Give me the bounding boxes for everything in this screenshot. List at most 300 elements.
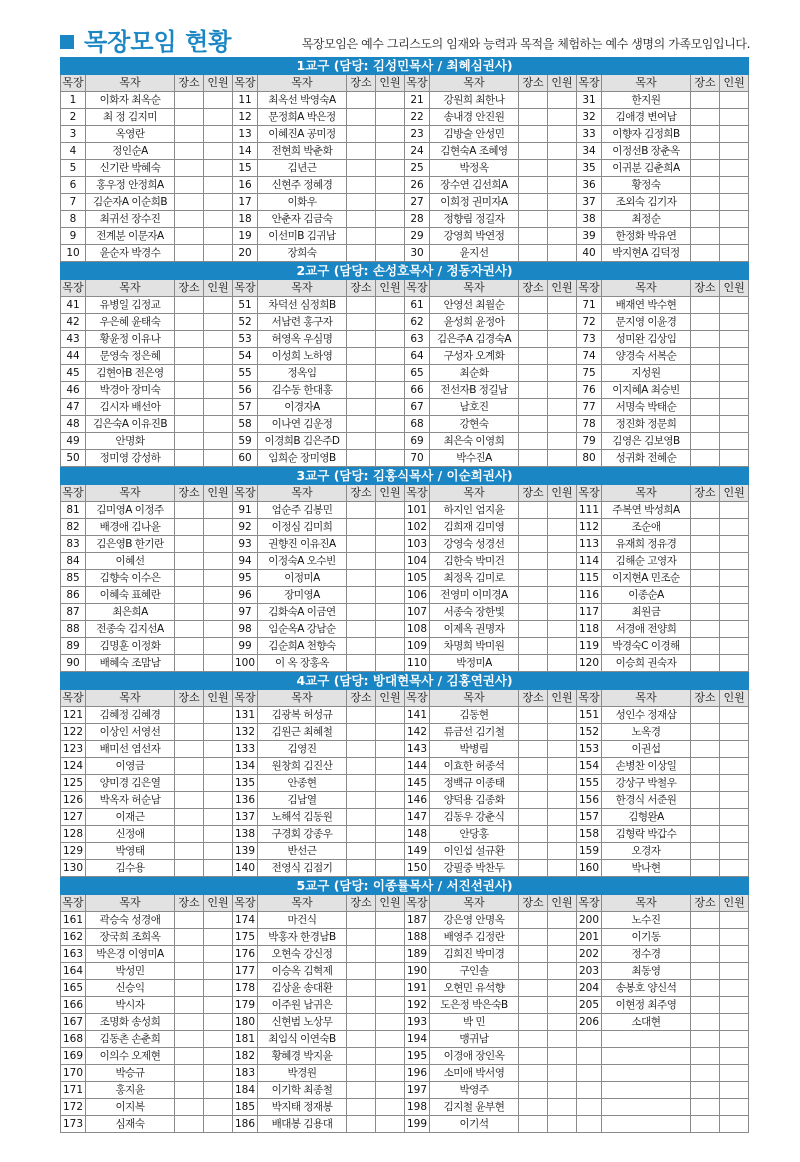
leader-names: 오현민 유석향 bbox=[430, 980, 519, 997]
column-header: 인원 bbox=[548, 280, 577, 297]
count-cell bbox=[204, 775, 233, 792]
group-number: 68 bbox=[405, 416, 430, 433]
group-number: 154 bbox=[577, 758, 602, 775]
place-cell bbox=[347, 724, 376, 741]
place-cell bbox=[347, 126, 376, 143]
leader-names: 한경식 서준원 bbox=[602, 792, 691, 809]
count-cell bbox=[548, 348, 577, 365]
leader-names: 김상윤 송대환 bbox=[258, 980, 347, 997]
leader-names: 김현아B 전은영 bbox=[86, 365, 175, 382]
count-cell bbox=[204, 399, 233, 416]
count-cell bbox=[376, 314, 405, 331]
group-number: 12 bbox=[233, 109, 258, 126]
group-number: 122 bbox=[61, 724, 86, 741]
count-cell bbox=[548, 1031, 577, 1048]
place-cell bbox=[175, 570, 204, 587]
count-cell bbox=[376, 655, 405, 672]
count-cell bbox=[204, 348, 233, 365]
group-number: 162 bbox=[61, 929, 86, 946]
group-number: 184 bbox=[233, 1082, 258, 1099]
leader-names: 이성희 노하영 bbox=[258, 348, 347, 365]
count-cell bbox=[204, 331, 233, 348]
place-cell bbox=[691, 724, 720, 741]
count-cell bbox=[720, 1082, 749, 1099]
group-number: 161 bbox=[61, 912, 86, 929]
count-cell bbox=[720, 143, 749, 160]
table-row bbox=[61, 126, 749, 143]
group-number: 31 bbox=[577, 92, 602, 109]
group-number: 83 bbox=[61, 536, 86, 553]
leader-names: 김현숙A 조혜영 bbox=[430, 143, 519, 160]
column-header: 목자 bbox=[258, 690, 347, 707]
column-header: 장소 bbox=[175, 690, 204, 707]
group-number: 151 bbox=[577, 707, 602, 724]
place-cell bbox=[175, 502, 204, 519]
leader-names: 홍우정 안정희A bbox=[86, 177, 175, 194]
leader-names: 박 민 bbox=[430, 1014, 519, 1031]
count-cell bbox=[204, 655, 233, 672]
count-cell bbox=[720, 228, 749, 245]
column-header: 목자 bbox=[602, 75, 691, 92]
count-cell bbox=[376, 963, 405, 980]
place-cell bbox=[691, 826, 720, 843]
place-cell bbox=[347, 587, 376, 604]
table-row bbox=[61, 194, 749, 211]
count-cell bbox=[376, 126, 405, 143]
group-number: 94 bbox=[233, 553, 258, 570]
leader-names: 장수연 김선희A bbox=[430, 177, 519, 194]
count-cell bbox=[204, 587, 233, 604]
group-number: 33 bbox=[577, 126, 602, 143]
count-cell bbox=[204, 1065, 233, 1082]
leader-names: 장국희 조희옥 bbox=[86, 929, 175, 946]
place-cell bbox=[347, 758, 376, 775]
leader-names: 구성자 오계화 bbox=[430, 348, 519, 365]
count-cell bbox=[548, 536, 577, 553]
column-header: 목자 bbox=[430, 75, 519, 92]
count-cell bbox=[376, 758, 405, 775]
group-number: 29 bbox=[405, 228, 430, 245]
count-cell bbox=[548, 963, 577, 980]
place-cell bbox=[519, 382, 548, 399]
leader-names: 안명화 bbox=[86, 433, 175, 450]
column-header: 인원 bbox=[548, 485, 577, 502]
group-number: 95 bbox=[233, 570, 258, 587]
group-number: 143 bbox=[405, 741, 430, 758]
table-row bbox=[61, 92, 749, 109]
leader-names: 김동현 bbox=[430, 707, 519, 724]
count-cell bbox=[720, 741, 749, 758]
district-banner bbox=[61, 58, 749, 75]
count-cell bbox=[376, 1014, 405, 1031]
column-header: 목장 bbox=[61, 690, 86, 707]
place-cell bbox=[347, 912, 376, 929]
count-cell bbox=[204, 177, 233, 194]
place-cell bbox=[691, 1082, 720, 1099]
column-header-row bbox=[61, 75, 749, 92]
group-number: 30 bbox=[405, 245, 430, 262]
leader-names: 류금선 김기철 bbox=[430, 724, 519, 741]
group-number: 150 bbox=[405, 860, 430, 877]
leader-names: 김향숙 이수은 bbox=[86, 570, 175, 587]
count-cell bbox=[548, 860, 577, 877]
place-cell bbox=[175, 553, 204, 570]
column-header: 목장 bbox=[61, 75, 86, 92]
district-table bbox=[60, 57, 749, 262]
group-number: 48 bbox=[61, 416, 86, 433]
leader-names: 도은정 박은숙B bbox=[430, 997, 519, 1014]
place-cell bbox=[519, 638, 548, 655]
leader-names: 김희재 김미영 bbox=[430, 519, 519, 536]
leader-names: 배대봉 김용대 bbox=[258, 1116, 347, 1133]
leader-names: 강영숙 성경선 bbox=[430, 536, 519, 553]
count-cell bbox=[548, 177, 577, 194]
group-number: 72 bbox=[577, 314, 602, 331]
group-number bbox=[577, 1099, 602, 1116]
leader-names: 정인순A bbox=[86, 143, 175, 160]
place-cell bbox=[347, 314, 376, 331]
count-cell bbox=[376, 826, 405, 843]
column-header: 인원 bbox=[720, 485, 749, 502]
place-cell bbox=[347, 143, 376, 160]
column-header: 인원 bbox=[204, 485, 233, 502]
place-cell bbox=[347, 348, 376, 365]
column-header: 목장 bbox=[233, 895, 258, 912]
table-row bbox=[61, 707, 749, 724]
place-cell bbox=[347, 228, 376, 245]
group-number: 44 bbox=[61, 348, 86, 365]
group-number: 99 bbox=[233, 638, 258, 655]
place-cell bbox=[691, 228, 720, 245]
place-cell bbox=[691, 143, 720, 160]
leader-names: 김수용 bbox=[86, 860, 175, 877]
place-cell bbox=[519, 211, 548, 228]
place-cell bbox=[519, 331, 548, 348]
group-number: 179 bbox=[233, 997, 258, 1014]
group-number: 159 bbox=[577, 843, 602, 860]
group-number: 176 bbox=[233, 946, 258, 963]
count-cell bbox=[720, 450, 749, 467]
column-header: 목자 bbox=[86, 895, 175, 912]
count-cell bbox=[376, 228, 405, 245]
place-cell bbox=[175, 519, 204, 536]
group-number bbox=[577, 1031, 602, 1048]
group-number: 36 bbox=[577, 177, 602, 194]
count-cell bbox=[720, 587, 749, 604]
leader-names: 김영진 bbox=[258, 741, 347, 758]
group-number: 66 bbox=[405, 382, 430, 399]
group-number: 167 bbox=[61, 1014, 86, 1031]
place-cell bbox=[175, 587, 204, 604]
place-cell bbox=[175, 1031, 204, 1048]
group-number: 37 bbox=[577, 194, 602, 211]
leader-names bbox=[602, 1116, 691, 1133]
count-cell bbox=[720, 109, 749, 126]
leader-names: 유재희 정유경 bbox=[602, 536, 691, 553]
group-number: 93 bbox=[233, 536, 258, 553]
leader-names: 김해순 고영자 bbox=[602, 553, 691, 570]
count-cell bbox=[548, 399, 577, 416]
group-number: 25 bbox=[405, 160, 430, 177]
leader-names: 심재숙 bbox=[86, 1116, 175, 1133]
group-number: 27 bbox=[405, 194, 430, 211]
place-cell bbox=[519, 570, 548, 587]
leader-names: 이화우 bbox=[258, 194, 347, 211]
place-cell bbox=[519, 502, 548, 519]
group-number: 132 bbox=[233, 724, 258, 741]
leader-names: 김광복 허성규 bbox=[258, 707, 347, 724]
leader-names: 이정심 김미희 bbox=[258, 519, 347, 536]
group-number: 75 bbox=[577, 365, 602, 382]
place-cell bbox=[691, 519, 720, 536]
place-cell bbox=[347, 826, 376, 843]
leader-names: 이인섭 설규환 bbox=[430, 843, 519, 860]
group-number: 64 bbox=[405, 348, 430, 365]
group-number: 69 bbox=[405, 433, 430, 450]
place-cell bbox=[347, 502, 376, 519]
count-cell bbox=[376, 1082, 405, 1099]
count-cell bbox=[720, 536, 749, 553]
group-number: 74 bbox=[577, 348, 602, 365]
table-row bbox=[61, 1031, 749, 1048]
count-cell bbox=[548, 929, 577, 946]
place-cell bbox=[691, 109, 720, 126]
group-number: 203 bbox=[577, 963, 602, 980]
place-cell bbox=[347, 638, 376, 655]
leader-names: 이정선B 장춘옥 bbox=[602, 143, 691, 160]
district-banner bbox=[61, 263, 749, 280]
leader-names: 김은숙A 이유진B bbox=[86, 416, 175, 433]
group-number: 42 bbox=[61, 314, 86, 331]
leader-names: 최 정 김지미 bbox=[86, 109, 175, 126]
leader-names: 이화자 최옥순 bbox=[86, 92, 175, 109]
leader-names: 이선미B 김귀남 bbox=[258, 228, 347, 245]
column-header: 인원 bbox=[548, 690, 577, 707]
count-cell bbox=[548, 826, 577, 843]
count-cell bbox=[720, 570, 749, 587]
district-banner-text: 2교구 (담당: 손성호목사 / 정동자권사) bbox=[61, 263, 749, 280]
leader-names: 서종숙 장한빛 bbox=[430, 604, 519, 621]
column-header: 장소 bbox=[519, 280, 548, 297]
place-cell bbox=[691, 758, 720, 775]
count-cell bbox=[376, 331, 405, 348]
leader-names: 주복연 박성희A bbox=[602, 502, 691, 519]
table-row bbox=[61, 433, 749, 450]
place-cell bbox=[519, 826, 548, 843]
place-cell bbox=[691, 570, 720, 587]
place-cell bbox=[347, 707, 376, 724]
column-header: 목자 bbox=[602, 485, 691, 502]
group-number: 9 bbox=[61, 228, 86, 245]
leader-names: 배미선 염선자 bbox=[86, 741, 175, 758]
leader-names: 노수진 bbox=[602, 912, 691, 929]
count-cell bbox=[376, 1099, 405, 1116]
count-cell bbox=[204, 365, 233, 382]
leader-names: 이경희B 김은주D bbox=[258, 433, 347, 450]
count-cell bbox=[204, 314, 233, 331]
leader-names: 정진화 정문희 bbox=[602, 416, 691, 433]
place-cell bbox=[691, 92, 720, 109]
place-cell bbox=[175, 1116, 204, 1133]
count-cell bbox=[204, 724, 233, 741]
leader-names: 이기석 bbox=[430, 1116, 519, 1133]
count-cell bbox=[204, 929, 233, 946]
table-row bbox=[61, 587, 749, 604]
table-row bbox=[61, 826, 749, 843]
table-row bbox=[61, 109, 749, 126]
count-cell bbox=[548, 741, 577, 758]
count-cell bbox=[376, 297, 405, 314]
count-cell bbox=[720, 416, 749, 433]
place-cell bbox=[691, 655, 720, 672]
table-row bbox=[61, 929, 749, 946]
place-cell bbox=[519, 775, 548, 792]
group-number: 34 bbox=[577, 143, 602, 160]
group-number: 100 bbox=[233, 655, 258, 672]
place-cell bbox=[175, 809, 204, 826]
place-cell bbox=[691, 980, 720, 997]
count-cell bbox=[720, 245, 749, 262]
place-cell bbox=[347, 177, 376, 194]
column-header: 인원 bbox=[720, 690, 749, 707]
place-cell bbox=[519, 143, 548, 160]
count-cell bbox=[720, 331, 749, 348]
leader-names: 이경애 장인옥 bbox=[430, 1048, 519, 1065]
leader-names: 하지인 엄지윤 bbox=[430, 502, 519, 519]
place-cell bbox=[347, 450, 376, 467]
place-cell bbox=[519, 741, 548, 758]
group-number: 153 bbox=[577, 741, 602, 758]
count-cell bbox=[204, 553, 233, 570]
group-number: 67 bbox=[405, 399, 430, 416]
group-number: 193 bbox=[405, 1014, 430, 1031]
count-cell bbox=[548, 314, 577, 331]
place-cell bbox=[175, 382, 204, 399]
table-row bbox=[61, 843, 749, 860]
count-cell bbox=[720, 1031, 749, 1048]
count-cell bbox=[376, 912, 405, 929]
count-cell bbox=[720, 946, 749, 963]
leader-names: 홍지윤 bbox=[86, 1082, 175, 1099]
leader-names: 신정애 bbox=[86, 826, 175, 843]
count-cell bbox=[720, 758, 749, 775]
column-header: 인원 bbox=[720, 280, 749, 297]
place-cell bbox=[691, 211, 720, 228]
leader-names: 박정옥 bbox=[430, 160, 519, 177]
group-number: 97 bbox=[233, 604, 258, 621]
leader-names: 전영미 이미경A bbox=[430, 587, 519, 604]
leader-names: 김방술 안성민 bbox=[430, 126, 519, 143]
count-cell bbox=[720, 980, 749, 997]
place-cell bbox=[691, 946, 720, 963]
count-cell bbox=[376, 211, 405, 228]
leader-names: 이지현A 민조순 bbox=[602, 570, 691, 587]
leader-names: 문정희A 박은정 bbox=[258, 109, 347, 126]
table-row bbox=[61, 963, 749, 980]
group-number: 164 bbox=[61, 963, 86, 980]
leader-names: 강은영 안명옥 bbox=[430, 912, 519, 929]
place-cell bbox=[175, 314, 204, 331]
table-row bbox=[61, 775, 749, 792]
count-cell bbox=[548, 228, 577, 245]
group-number: 88 bbox=[61, 621, 86, 638]
column-header-row bbox=[61, 895, 749, 912]
column-header: 인원 bbox=[376, 75, 405, 92]
place-cell bbox=[175, 536, 204, 553]
district-banner bbox=[61, 468, 749, 485]
table-row bbox=[61, 519, 749, 536]
place-cell bbox=[347, 245, 376, 262]
leader-names: 서명숙 박태순 bbox=[602, 399, 691, 416]
count-cell bbox=[548, 792, 577, 809]
count-cell bbox=[720, 638, 749, 655]
group-number: 168 bbox=[61, 1031, 86, 1048]
count-cell bbox=[376, 450, 405, 467]
district-banner-text: 5교구 (담당: 이종률목사 / 서진선권사) bbox=[61, 878, 749, 895]
group-number: 112 bbox=[577, 519, 602, 536]
place-cell bbox=[519, 946, 548, 963]
leader-names: 배영주 김정란 bbox=[430, 929, 519, 946]
leader-names: 이정미A bbox=[258, 570, 347, 587]
group-number: 98 bbox=[233, 621, 258, 638]
place-cell bbox=[347, 331, 376, 348]
column-header: 장소 bbox=[347, 690, 376, 707]
place-cell bbox=[691, 331, 720, 348]
count-cell bbox=[204, 1014, 233, 1031]
table-row bbox=[61, 297, 749, 314]
leader-names: 이승옥 김혁제 bbox=[258, 963, 347, 980]
leader-names: 차덕선 심정희B bbox=[258, 297, 347, 314]
group-number: 178 bbox=[233, 980, 258, 997]
column-header: 목자 bbox=[86, 75, 175, 92]
group-number: 136 bbox=[233, 792, 258, 809]
column-header: 인원 bbox=[376, 485, 405, 502]
leader-names: 이혜숙 표혜란 bbox=[86, 587, 175, 604]
count-cell bbox=[204, 109, 233, 126]
column-header: 인원 bbox=[204, 895, 233, 912]
count-cell bbox=[548, 638, 577, 655]
leader-names: 이지복 bbox=[86, 1099, 175, 1116]
leader-names: 한지원 bbox=[602, 92, 691, 109]
leader-names: 이 옥 장홍옥 bbox=[258, 655, 347, 672]
place-cell bbox=[175, 416, 204, 433]
place-cell bbox=[691, 1014, 720, 1031]
leader-names: 오현숙 강신정 bbox=[258, 946, 347, 963]
column-header: 장소 bbox=[691, 895, 720, 912]
group-number: 185 bbox=[233, 1099, 258, 1116]
group-number: 175 bbox=[233, 929, 258, 946]
column-header: 장소 bbox=[175, 895, 204, 912]
leader-names: 박경원 bbox=[258, 1065, 347, 1082]
place-cell bbox=[691, 1065, 720, 1082]
column-header: 목장 bbox=[577, 75, 602, 92]
place-cell bbox=[519, 1031, 548, 1048]
table-row bbox=[61, 331, 749, 348]
group-number: 134 bbox=[233, 758, 258, 775]
group-number: 130 bbox=[61, 860, 86, 877]
place-cell bbox=[175, 143, 204, 160]
table-row bbox=[61, 536, 749, 553]
leader-names: 신현주 정혜경 bbox=[258, 177, 347, 194]
column-header: 목자 bbox=[258, 75, 347, 92]
leader-names: 황윤정 이유나 bbox=[86, 331, 175, 348]
count-cell bbox=[548, 724, 577, 741]
place-cell bbox=[347, 1031, 376, 1048]
count-cell bbox=[548, 570, 577, 587]
column-header: 인원 bbox=[548, 895, 577, 912]
place-cell bbox=[347, 382, 376, 399]
group-number: 86 bbox=[61, 587, 86, 604]
